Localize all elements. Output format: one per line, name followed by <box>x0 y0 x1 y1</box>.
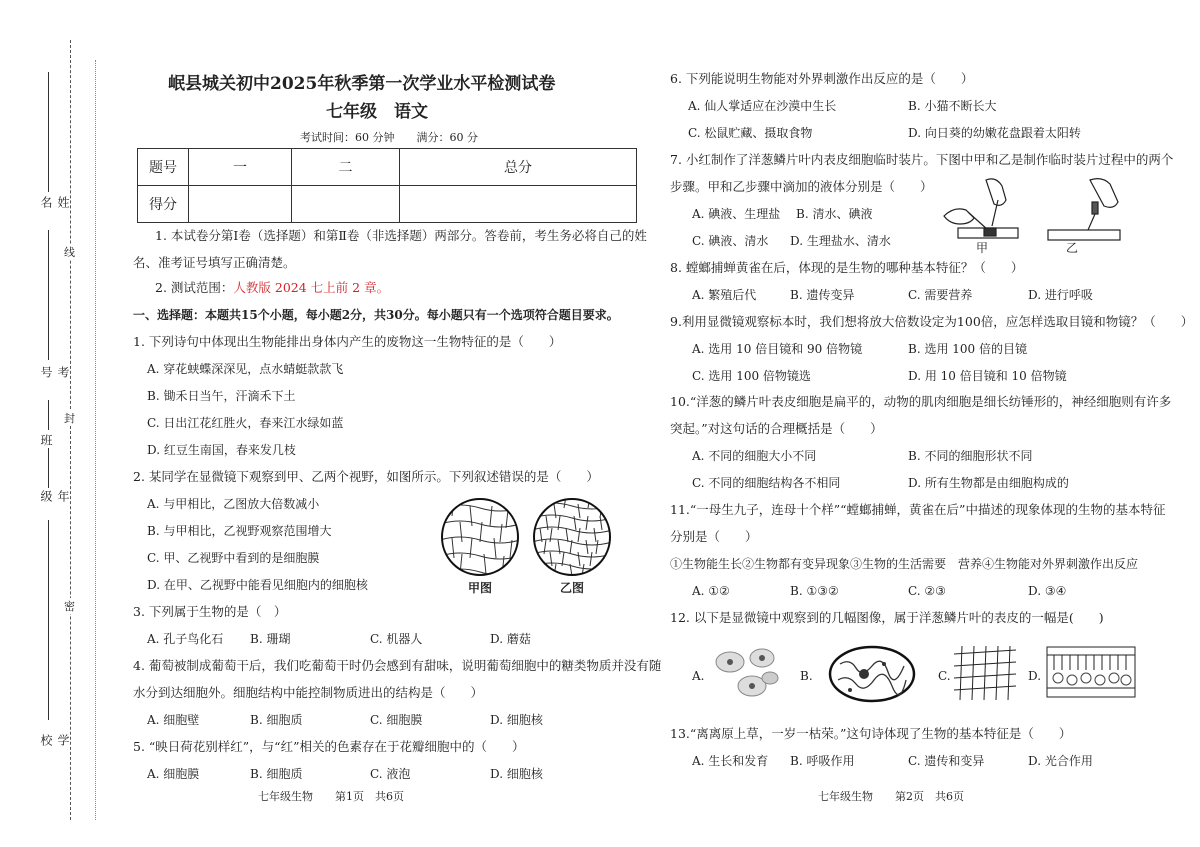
q11-option-b[interactable]: B. ①③② <box>790 584 839 598</box>
seal-char-line: 线 <box>64 246 75 259</box>
q5-option-d[interactable]: D. 细胞核 <box>490 767 543 781</box>
q1-option-b[interactable]: B. 锄禾日当午，汗滴禾下土 <box>147 389 296 403</box>
q6-option-a[interactable]: A. 仙人掌适应在沙漠中生长 <box>688 99 837 113</box>
q1-option-a[interactable]: A. 穿花蛱蝶深深见，点水蜻蜓款款飞 <box>147 362 344 376</box>
q11-option-c[interactable]: C. ②③ <box>908 584 946 598</box>
q8-option-d[interactable]: D. 进行呼吸 <box>1028 288 1093 302</box>
q12-option-a[interactable]: A. <box>692 669 705 683</box>
q7-line2: 步骤。甲和乙步骤中滴加的液体分别是（ ） <box>670 179 933 194</box>
note-1-line1: 1. 本试卷分第Ⅰ卷（选择题）和第Ⅱ卷（非选择题）两部分。答卷前，考生务必将自己的姓 <box>155 228 647 243</box>
q2-option-d[interactable]: D. 在甲、乙视野中能看见细胞内的细胞核 <box>147 578 368 592</box>
q11-line2: 分别是（ ） <box>670 529 758 544</box>
q5-option-b[interactable]: B. 细胞质 <box>250 767 303 781</box>
q7-option-b[interactable]: B. 清水、碘液 <box>796 207 873 221</box>
score-cell-one: 一 <box>189 149 292 186</box>
id-fill-line[interactable] <box>48 230 49 360</box>
q7-option-c[interactable]: C. 碘液、清水 <box>692 234 769 248</box>
q2-fig-jia-label: 甲图 <box>468 581 493 595</box>
q9-option-b[interactable]: B. 选用 100 倍的目镜 <box>908 342 1027 356</box>
seal-line-inner <box>95 60 96 820</box>
exam-subtitle: 七年级 语文 <box>326 102 428 122</box>
q10-option-a[interactable]: A. 不同的细胞大小不同 <box>692 449 817 463</box>
q12-image-c-onion-epidermis <box>952 644 1018 702</box>
q7-fig-jia-label: 甲 <box>976 241 989 255</box>
section-1-heading: 一、选择题：本题共15个小题，每小题2分，共30分。每小题只有一个选项符合题目要求。 <box>133 308 619 322</box>
q6-option-c[interactable]: C. 松鼠贮藏、摄取食物 <box>688 126 813 140</box>
q12-option-b[interactable]: B. <box>800 669 813 683</box>
q6-option-d[interactable]: D. 向日葵的幼嫩花盘跟着太阳转 <box>908 126 1081 140</box>
q2-option-b[interactable]: B. 与甲相比，乙视野观察范围增大 <box>147 524 332 538</box>
q8-option-a[interactable]: A. 繁殖后代 <box>692 288 757 302</box>
q1-stem: 1. 下列诗句中体现出生物能排出身体内产生的废物这一生物特征的是（ ） <box>133 334 562 349</box>
q5-option-c[interactable]: C. 液泡 <box>370 767 411 781</box>
q12-option-d[interactable]: D. <box>1028 669 1042 683</box>
q13-option-c[interactable]: C. 遗传和变异 <box>908 754 985 768</box>
score-table <box>137 148 637 223</box>
q2-stem: 2. 某同学在显微镜下观察到甲、乙两个视野，如图所示。下列叙述错误的是（ ） <box>133 469 599 484</box>
q3-stem: 3. 下列属于生物的是（ ） <box>133 604 287 619</box>
footer-page-2: 七年级生物 第2页 共6页 <box>818 790 964 803</box>
score-table-score-row <box>138 186 637 223</box>
q13-stem: 13.“离离原上草，一岁一枯荣。”这句诗体现了生物的基本特征是（ ） <box>670 726 1072 741</box>
score-cell-total: 总分 <box>400 149 637 186</box>
q11-line1: 11.“一母生九子，连母十个样”“螳螂捕蝉，黄雀在后”中描述的现象体现的生物的基本特征 <box>670 502 1166 517</box>
q8-stem: 8. 螳螂捕蝉黄雀在后，体现的是生物的哪种基本特征？（ ） <box>670 260 1024 275</box>
q4-line2: 水分到达细胞外。细胞结构中能控制物质进出的结构是（ ） <box>133 685 484 700</box>
q11-option-a[interactable]: A. ①② <box>692 584 730 598</box>
q6-option-b[interactable]: B. 小猫不断长大 <box>908 99 997 113</box>
q8-option-c[interactable]: C. 需要营养 <box>908 288 973 302</box>
score-table-header-row <box>138 149 637 186</box>
q7-fig-yi-label: 乙 <box>1066 241 1079 255</box>
seal-line <box>70 40 71 820</box>
exam-title: 岷县城关初中2025年秋季第一次学业水平检测试卷 <box>168 74 556 94</box>
name-fill-line[interactable] <box>48 72 49 192</box>
note-2-prefix: 2. 测试范围： <box>155 280 234 295</box>
score-input-total[interactable] <box>400 186 637 223</box>
q2-microscope-figure <box>440 496 620 578</box>
q11-line3: ①生物能生长②生物都有变异现象③生物的生活需要 营养④生物能对外界刺激作出反应 <box>670 557 1139 571</box>
q4-option-b[interactable]: B. 细胞质 <box>250 713 303 727</box>
q10-line2: 突起。”对这句话的合理概括是（ ） <box>670 421 883 436</box>
q6-stem: 6. 下列能说明生物能对外界刺激作出反应的是（ ） <box>670 71 974 86</box>
score-input-one[interactable] <box>189 186 292 223</box>
q2-option-c[interactable]: C. 甲、乙视野中看到的是细胞膜 <box>147 551 320 565</box>
q5-stem: 5. “映日荷花别样红”，与“红”相关的色素存在于花瓣细胞中的（ ） <box>133 739 525 754</box>
q2-option-a[interactable]: A. 与甲相比，乙图放大倍数减小 <box>147 497 320 511</box>
q9-stem: 9.利用显微镜观察标本时，我们想将放大倍数设定为100倍，应怎样选取目镜和物镜？（ ） <box>670 314 1194 329</box>
score-cell-label: 题号 <box>138 149 189 186</box>
q3-option-d[interactable]: D. 蘑菇 <box>490 632 531 646</box>
q10-option-b[interactable]: B. 不同的细胞形状不同 <box>908 449 1033 463</box>
score-input-two[interactable] <box>292 186 400 223</box>
q4-option-c[interactable]: C. 细胞膜 <box>370 713 423 727</box>
q13-option-a[interactable]: A. 生长和发育 <box>692 754 769 768</box>
q7-line1: 7. 小红制作了洋葱鳞片叶内表皮细胞临时装片。下图中甲和乙是制作临时装片过程中的两个 <box>670 152 1174 167</box>
q12-stem: 12. 以下是显微镜中观察到的几幅图像，属于洋葱鳞片叶的表皮的一幅是( ) <box>670 610 1104 625</box>
q9-option-d[interactable]: D. 用 10 倍目镜和 10 倍物镜 <box>908 369 1067 383</box>
footer-page-1: 七年级生物 第1页 共6页 <box>258 790 404 803</box>
q7-option-d[interactable]: D. 生理盐水、清水 <box>790 234 891 248</box>
q1-option-d[interactable]: D. 红豆生南国，春来发几枝 <box>147 443 296 457</box>
grade-label: 年级 <box>39 490 70 502</box>
q7-slide-figure <box>940 178 1140 244</box>
q8-option-b[interactable]: B. 遗传变异 <box>790 288 855 302</box>
q10-line1: 10.“洋葱的鳞片叶表皮细胞是扁平的，动物的肌肉细胞是细长纺锤形的，神经细胞则有许多 <box>670 394 1172 409</box>
exam-meta: 考试时间：60 分钟 满分：60 分 <box>300 131 478 144</box>
score-cell-two: 二 <box>292 149 400 186</box>
q10-option-d[interactable]: D. 所有生物都是由细胞构成的 <box>908 476 1069 490</box>
q12-image-a-animal-cells <box>710 644 780 702</box>
school-label: 学校 <box>39 734 70 746</box>
step-yi-drawing <box>1048 179 1120 240</box>
q12-option-c[interactable]: C. <box>938 669 951 683</box>
q9-option-c[interactable]: C. 选用 100 倍物镜选 <box>692 369 811 383</box>
grade-fill-line[interactable] <box>48 448 49 488</box>
q4-line1: 4. 葡萄被制成葡萄干后，我们吃葡萄干时仍会感到有甜味，说明葡萄细胞中的糖类物质并没有随 <box>133 658 662 673</box>
q4-option-d[interactable]: D. 细胞核 <box>490 713 543 727</box>
class-fill-line[interactable] <box>48 400 49 430</box>
field-yi-outline <box>534 499 610 575</box>
q3-option-a[interactable]: A. 孔子鸟化石 <box>147 632 224 646</box>
q12-image-d-leaf-cross-section <box>1046 646 1136 698</box>
q13-option-d[interactable]: D. 光合作用 <box>1028 754 1093 768</box>
q5-option-a[interactable]: A. 细胞膜 <box>147 767 200 781</box>
note-2-range: 人教版 2024 七上前 2 章。 <box>233 280 390 295</box>
seal-char-secret: 密 <box>64 600 75 613</box>
q4-option-a[interactable]: A. 细胞壁 <box>147 713 200 727</box>
step-jia-drawing <box>944 179 1018 238</box>
q12-image-b-cell-cross-section <box>826 644 918 704</box>
q3-option-b[interactable]: B. 珊瑚 <box>250 632 291 646</box>
class-label: 班 <box>39 434 53 446</box>
q10-option-c[interactable]: C. 不同的细胞结构各不相同 <box>692 476 841 490</box>
q9-option-a[interactable]: A. 选用 10 倍目镜和 90 倍物镜 <box>692 342 863 356</box>
id-label: 考号 <box>39 366 70 378</box>
seal-char-seal: 封 <box>64 412 75 425</box>
q11-option-d[interactable]: D. ③④ <box>1028 584 1067 598</box>
name-label: 姓名 <box>39 196 70 208</box>
note-1-line2: 名、准考证号填写正确清楚。 <box>133 255 296 270</box>
q13-option-b[interactable]: B. 呼吸作用 <box>790 754 855 768</box>
school-fill-line[interactable] <box>48 520 49 720</box>
q3-option-c[interactable]: C. 机器人 <box>370 632 423 646</box>
score-cell-label: 得分 <box>138 186 189 223</box>
note-2 <box>155 280 389 296</box>
q7-option-a[interactable]: A. 碘液、生理盐 <box>692 207 781 221</box>
q1-option-c[interactable]: C. 日出江花红胜火，春来江水绿如蓝 <box>147 416 344 430</box>
q2-fig-yi-label: 乙图 <box>560 581 585 595</box>
